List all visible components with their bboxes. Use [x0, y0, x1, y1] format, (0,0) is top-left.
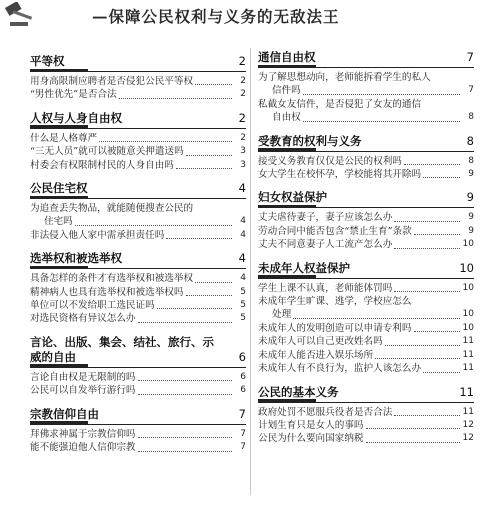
- toc-entry[interactable]: [258, 84, 474, 97]
- toc-section: [30, 251, 246, 326]
- toc-section: [258, 261, 474, 376]
- toc-entry-text: 劳动合同中能否包含“禁止生育”条款: [258, 225, 412, 237]
- section-title: 公民住宅权: [30, 181, 88, 196]
- section-page-number: 4: [238, 251, 246, 266]
- toc-entry-text: “三无人员”就可以被随意关押遣送吗: [30, 146, 184, 158]
- toc-entry-text: 非法侵入他人家中需承担责任吗: [30, 229, 165, 241]
- toc-left-column: [30, 42, 246, 507]
- toc-entry-page: 6: [240, 371, 246, 382]
- leader-dots: [75, 225, 232, 226]
- toc-entry-page: 9: [468, 169, 474, 180]
- toc-entry-page: 10: [462, 282, 474, 293]
- toc-entry[interactable]: [258, 419, 474, 432]
- section-title: 选举权和被选举权: [30, 251, 122, 266]
- leader-dots: [293, 318, 460, 319]
- toc-section: [30, 335, 246, 398]
- section-title: 公民的基本义务: [258, 384, 339, 399]
- toc-entry-line: 私截女友信件，是否侵犯了女友的通信: [258, 98, 422, 110]
- toc-section: [258, 50, 474, 125]
- toc-entry-text: 言论自由权是无限制的吗: [30, 371, 136, 383]
- section-rule: [30, 198, 246, 199]
- leader-dots: [366, 428, 460, 429]
- toc-entry-page: 11: [462, 336, 474, 347]
- toc-entry-page: 8: [468, 155, 474, 166]
- toc-entry-page: 12: [462, 419, 474, 430]
- toc-entry-text: 计划生育只是女人的事吗: [258, 419, 364, 431]
- toc-entry-page: 7: [468, 85, 474, 96]
- leader-dots: [195, 282, 232, 283]
- toc-entry-page: 10: [462, 309, 474, 320]
- section-page-number: 9: [466, 190, 474, 205]
- section-page-number: 7: [466, 50, 474, 64]
- toc-entry[interactable]: [258, 335, 474, 348]
- leader-dots: [195, 84, 232, 85]
- section-title: 宗教信仰自由: [30, 406, 99, 421]
- leader-dots: [366, 442, 460, 443]
- toc-entry-page: 8: [468, 112, 474, 123]
- section-title: 未成年人权益保护: [258, 260, 350, 275]
- toc-entry-text: 未成年人有不良行为，监护人该怎么办: [258, 363, 422, 375]
- leader-dots: [138, 380, 232, 381]
- section-rule: [258, 151, 474, 152]
- section-rule: [30, 367, 246, 368]
- toc-entry[interactable]: [30, 88, 246, 101]
- section-title: 受教育的权利与义务: [258, 133, 362, 148]
- toc-entry[interactable]: [30, 286, 246, 299]
- toc-entry-page: 5: [240, 300, 246, 311]
- toc-entry[interactable]: [258, 362, 474, 375]
- toc-entry-text: 丈夫不同意妻子人工流产怎么办: [258, 239, 393, 251]
- toc-entry-text: 未成年人能否进入娱乐场所: [258, 349, 374, 361]
- section-rule: [30, 424, 246, 425]
- section-page-number: 11: [459, 384, 474, 399]
- toc-entry-text: 能不能强迫他人信仰宗教: [30, 442, 136, 454]
- toc-entry-page: 6: [240, 385, 246, 396]
- toc-section: [258, 190, 474, 251]
- toc-entry-text: 信件吗: [272, 85, 301, 97]
- leader-dots: [303, 121, 460, 122]
- leader-dots: [157, 308, 232, 309]
- toc-entry-text: 公民为什么要向国家纳税: [258, 433, 364, 445]
- toc-entry-text: 处理: [272, 309, 292, 321]
- toc-entry[interactable]: [30, 132, 246, 145]
- toc-entry-page: 4: [240, 216, 246, 227]
- toc-entry[interactable]: [30, 441, 246, 454]
- section-page-number: 4: [238, 181, 246, 196]
- toc-entry-text: 公民可以自发举行游行吗: [30, 385, 136, 397]
- toc-section: [30, 181, 246, 242]
- toc-entry-text: 政府处罚不愿服兵役者是否合法: [258, 406, 393, 418]
- leader-dots: [138, 322, 232, 323]
- toc-entry-line: 为了解思想动向，老师能拆看学生的私人: [258, 72, 431, 83]
- toc-entry-text: 拜佛求神属于宗教信仰吗: [30, 428, 136, 440]
- toc-section: [30, 111, 246, 172]
- toc-entry-page: 2: [240, 76, 246, 86]
- toc-entry-page: 9: [468, 212, 474, 223]
- toc-entry[interactable]: [30, 384, 246, 397]
- leader-dots: [119, 98, 232, 99]
- page-header: [0, 0, 500, 42]
- toc-entry-page: 7: [240, 442, 246, 453]
- leader-dots: [423, 372, 460, 373]
- leader-dots: [138, 451, 232, 452]
- toc-entry[interactable]: [30, 312, 246, 325]
- toc-entry-page: 11: [462, 406, 474, 417]
- section-page-number: 2: [238, 54, 246, 68]
- leader-dots: [176, 168, 232, 169]
- toc-entry-text: “男性优先”是否合法: [30, 89, 117, 101]
- leader-dots: [138, 437, 232, 438]
- toc-entry-page: 10: [462, 239, 474, 250]
- leader-dots: [423, 177, 460, 178]
- toc-entry[interactable]: [258, 168, 474, 181]
- leader-dots: [385, 345, 460, 346]
- toc-section: [258, 134, 474, 182]
- toc-entry-text: 什么是人格尊严: [30, 132, 98, 144]
- toc-section: [258, 385, 474, 446]
- toc-entry[interactable]: [30, 272, 246, 285]
- toc-entry-text: 丈夫虐待妻子，妻子应该怎么办: [258, 212, 393, 224]
- toc-entry-page: 4: [240, 229, 246, 240]
- toc-entry-page: 3: [240, 146, 246, 157]
- toc-entry-text: 住宅吗: [44, 216, 73, 228]
- section-page-number: 10: [459, 260, 474, 275]
- toc-entry-page: 3: [240, 159, 246, 170]
- section-heading[interactable]: [30, 335, 246, 367]
- section-page-number: 6: [238, 349, 246, 364]
- toc-entry[interactable]: [258, 406, 474, 419]
- toc-entry-line: 未成年学生旷课、逃学，学校应怎么: [258, 296, 412, 308]
- leader-dots: [414, 331, 461, 332]
- leader-dots: [394, 291, 460, 292]
- leader-dots: [394, 221, 460, 222]
- toc-entry-text: 学生上课不认真，老师能体罚吗: [258, 282, 393, 294]
- section-title: 言论、出版、集会、结社、旅行、示威的自由: [30, 334, 214, 364]
- section-page-number: 7: [238, 406, 246, 421]
- toc-entry-page: 4: [240, 273, 246, 284]
- toc-entry[interactable]: [258, 238, 474, 251]
- toc-entry[interactable]: [258, 349, 474, 362]
- leader-dots: [414, 234, 460, 235]
- toc-entry[interactable]: [30, 299, 246, 312]
- toc-entry-text: 单位可以不发给职工选民证吗: [30, 300, 155, 312]
- toc-entry[interactable]: [258, 282, 474, 295]
- toc-entry-page: 2: [240, 89, 246, 100]
- toc-entry[interactable]: [258, 111, 474, 124]
- leader-dots: [166, 238, 232, 239]
- toc-entry-page: 2: [240, 132, 246, 143]
- section-page-number: 8: [466, 133, 474, 148]
- leader-dots: [404, 164, 460, 165]
- toc-entry[interactable]: [258, 432, 474, 445]
- section-rule: [30, 268, 246, 269]
- toc-entry-text: 女大学生在校怀孕，学校能将其开除吗: [258, 169, 422, 181]
- section-rule: [30, 128, 246, 129]
- section-rule: [258, 278, 474, 279]
- toc-entry-text: 未成年人的发明创造可以申请专利吗: [258, 322, 412, 334]
- toc-entry[interactable]: [30, 145, 246, 158]
- leader-dots: [394, 248, 460, 249]
- header-title: —保障公民权利与义务的无敌法王: [92, 7, 340, 26]
- leader-dots: [186, 155, 232, 156]
- toc-right-column: [258, 42, 474, 503]
- column-divider: [250, 48, 251, 495]
- toc-entry[interactable]: [30, 159, 246, 172]
- toc-entry-page: 10: [462, 322, 474, 333]
- toc-entry[interactable]: [30, 371, 246, 384]
- section-title: 人权与人身自由权: [30, 110, 122, 125]
- section-title: 平等权: [30, 54, 65, 68]
- leader-dots: [394, 415, 460, 416]
- section-rule: [258, 67, 474, 68]
- toc-entry[interactable]: [30, 215, 246, 228]
- leader-dots: [375, 358, 460, 359]
- toc-entry-text: 用身高限制应聘者是否侵犯公民平等权: [30, 76, 194, 87]
- toc-entry-line: 为追查丢失物品，就能随便搜查公民的: [30, 203, 194, 215]
- toc-entry-page: 9: [468, 225, 474, 236]
- section-rule: [258, 402, 474, 403]
- toc-entry-page: 12: [462, 433, 474, 444]
- toc-entry[interactable]: [258, 155, 474, 168]
- leader-dots: [99, 141, 232, 142]
- toc-entry[interactable]: [258, 322, 474, 335]
- toc-entry-text: 未成年人可以自己更改姓名吗: [258, 336, 383, 348]
- gavel-icon: [4, 2, 40, 30]
- toc-entry-text: 自由权: [272, 112, 301, 124]
- toc-entry-page: 5: [240, 286, 246, 297]
- section-rule: [30, 71, 246, 72]
- toc-entry[interactable]: [30, 229, 246, 242]
- toc-entry[interactable]: [258, 211, 474, 224]
- toc-entry-page: 11: [462, 363, 474, 374]
- section-title: 妇女权益保护: [258, 190, 327, 205]
- leader-dots: [138, 394, 232, 395]
- toc-entry-text: 村委会有权限制村民的人身自由吗: [30, 159, 174, 171]
- leader-dots: [303, 94, 460, 95]
- toc-entry-text: 精神病人也具有选举权和被选举权吗: [30, 286, 184, 298]
- toc-entry[interactable]: [258, 225, 474, 238]
- toc-entry-page: 7: [240, 428, 246, 439]
- leader-dots: [186, 295, 233, 296]
- toc-section: [30, 407, 246, 455]
- toc-entry-text: 具备怎样的条件才有选举权和被选举权: [30, 273, 194, 285]
- toc-entry[interactable]: [258, 308, 474, 321]
- toc-entry-text: 对选民资格有异议怎么办: [30, 313, 136, 325]
- toc-section: [30, 54, 246, 102]
- section-rule: [258, 207, 474, 208]
- toc-entry[interactable]: [30, 428, 246, 441]
- section-title: 通信自由权: [258, 50, 316, 64]
- toc-entry-text: 接受义务教育仅仅是公民的权利吗: [258, 155, 402, 167]
- toc-entry[interactable]: [30, 75, 246, 88]
- toc-entry-page: 5: [240, 313, 246, 324]
- section-page-number: 2: [238, 110, 246, 125]
- toc-entry-page: 11: [462, 349, 474, 360]
